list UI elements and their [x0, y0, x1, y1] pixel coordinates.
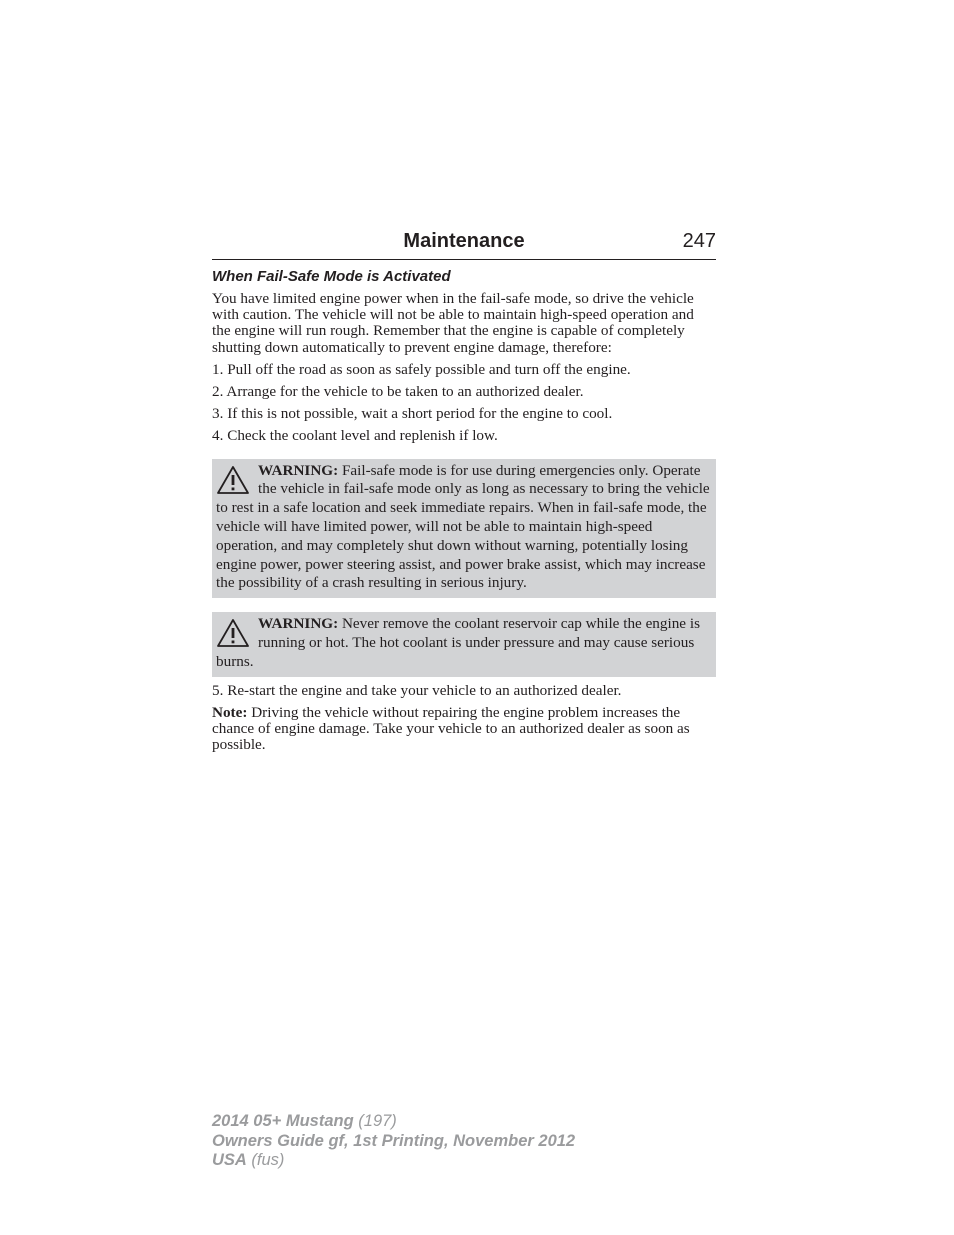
page-number: 247 [682, 230, 716, 252]
page-footer [212, 1112, 575, 1171]
manual-page [212, 229, 716, 759]
step-4: 4. Check the coolant level and replenish if low. [212, 427, 498, 445]
warning-label: WARNING: [258, 615, 339, 633]
warning-box-fail-safe [212, 459, 716, 599]
warning-box-coolant [212, 612, 716, 676]
warning-text: Fail-safe mode is for use during emergencies only. Operate the vehicle in fail-safe mode only as long as necessary to bring the vehicle to rest in a safe location and seek immediate repairs. When in fail-safe mode, the vehicle will have limited power, will not be able to maintain high-speed operation, and may completely shut down without warning, potentially losing engine power, power steering assist, and power brake assist, which may increase the possibility of a crash resulting in serious injury. [216, 461, 710, 592]
subheading: When Fail-Safe Mode is Activated [212, 268, 451, 285]
note-paragraph [212, 705, 716, 754]
section-title: Maintenance [403, 230, 525, 252]
body-text [212, 291, 716, 445]
step-2: 2. Arrange for the vehicle to be taken to an authorized dealer. [212, 383, 584, 401]
warning-label: WARNING: [258, 461, 339, 479]
intro-paragraph: You have limited engine power when in the fail-safe mode, so drive the vehicle with caution. The vehicle will not be able to maintain high-speed operation and the engine will run rough. Remember that the engine is capable of completely shutting down automatically to prevent engine damage, therefore: [212, 290, 694, 356]
step-1: 1. Pull off the road as soon as safely possible and turn off the engine. [212, 360, 631, 378]
footer-line-1: 2014 05+ Mustang (197) [212, 1112, 397, 1130]
warning-triangle-icon [216, 618, 250, 648]
page-header [212, 229, 716, 260]
step-3: 3. If this is not possible, wait a short period for the engine to cool. [212, 405, 613, 423]
note-text: Driving the vehicle without repairing the engine problem increases the chance of engine damage. Take your vehicle to an authorized dealer as soon as possible. [212, 703, 690, 754]
warning-triangle-icon [216, 465, 250, 495]
step-5: 5. Re-start the engine and take your vehicle to an authorized dealer. [212, 681, 622, 699]
footer-line-3: USA (fus) [212, 1151, 285, 1169]
body-text-continued [212, 683, 716, 754]
warning-text: Never remove the coolant reservoir cap while the engine is running or hot. The hot coolant is under pressure and may cause serious burns. [216, 615, 700, 670]
note-label: Note: [212, 703, 248, 721]
footer-line-2: Owners Guide gf, 1st Printing, November 2012 [212, 1131, 576, 1150]
